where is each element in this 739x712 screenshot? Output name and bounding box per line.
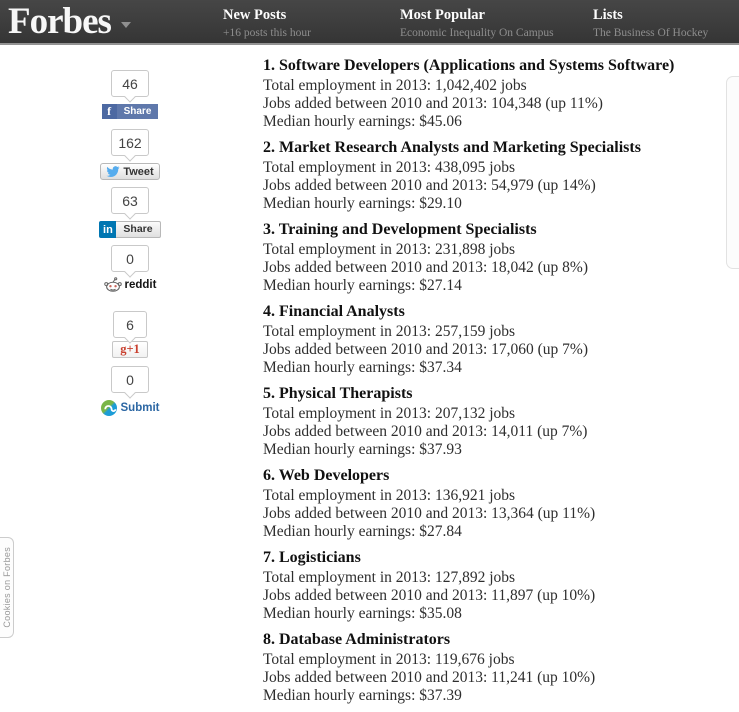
forbes-logo[interactable]: Forbes [8, 1, 111, 42]
job-item-7 [263, 548, 735, 623]
twitter-bird-icon [106, 166, 120, 178]
job-added: Jobs added between 2010 and 2013: 11,241 (up 10%) [263, 669, 596, 686]
job-earnings: Median hourly earnings: $27.84 [263, 523, 462, 540]
nav-most-popular[interactable] [400, 7, 554, 39]
job-earnings: Median hourly earnings: $37.39 [263, 687, 462, 704]
stumbleupon-icon [101, 400, 117, 416]
job-added: Jobs added between 2010 and 2013: 104,348 (up 11%) [263, 95, 603, 112]
tweet-button[interactable] [100, 163, 159, 180]
job-title: 7. Logisticians [263, 549, 361, 566]
stumbleupon-submit-button[interactable] [101, 400, 160, 416]
facebook-share-widget [99, 70, 161, 120]
job-employment: Total employment in 2013: 127,892 jobs [263, 569, 516, 586]
googleplus-share-count [113, 311, 147, 338]
job-earnings: Median hourly earnings: $45.06 [263, 113, 462, 130]
gplus-icon: g+1 [120, 342, 140, 356]
scrollbar-thumb[interactable] [726, 76, 739, 269]
job-employment: Total employment in 2013: 257,159 jobs [263, 323, 516, 340]
nav-lists-sub: The Business Of Hockey [593, 27, 709, 39]
stumbleupon-share-widget [99, 366, 161, 421]
job-earnings: Median hourly earnings: $35.08 [263, 605, 462, 622]
job-item-3 [263, 220, 735, 295]
job-title: 3. Training and Development Specialists [263, 221, 537, 238]
job-employment: Total employment in 2013: 207,132 jobs [263, 405, 516, 422]
job-earnings: Median hourly earnings: $29.10 [263, 195, 462, 212]
job-item-5 [263, 384, 735, 459]
nav-most-popular-sub: Economic Inequality On Campus [400, 27, 554, 39]
job-earnings: Median hourly earnings: $37.34 [263, 359, 462, 376]
job-item-6 [263, 466, 735, 541]
linkedin-share-label: Share [116, 221, 160, 238]
nav-new-posts-sub: +16 posts this hour [223, 27, 311, 39]
stumbleupon-submit-label: Submit [120, 402, 160, 414]
reddit-share-count [111, 245, 149, 272]
googleplus-count-value: 6 [126, 316, 134, 333]
facebook-f-icon: f [102, 104, 117, 119]
cookies-tab-label: Cookies on Forbes [1, 547, 12, 628]
job-title: 4. Financial Analysts [263, 303, 405, 320]
reddit-label: reddit [124, 278, 157, 291]
googleplus-share-widget [99, 311, 161, 358]
job-earnings: Median hourly earnings: $37.93 [263, 441, 462, 458]
job-title: 1. Software Developers (Applications and Systems Software) [263, 57, 675, 74]
nav-lists-label: Lists [593, 7, 623, 23]
job-title: 8. Database Administrators [263, 631, 451, 648]
job-item-2 [263, 138, 735, 213]
facebook-share-count [111, 70, 149, 97]
nav-new-posts-label: New Posts [223, 7, 287, 23]
stumbleupon-share-count [111, 366, 149, 393]
job-item-8 [263, 630, 735, 705]
job-list [263, 56, 735, 712]
job-added: Jobs added between 2010 and 2013: 17,060 (up 7%) [263, 341, 589, 358]
job-employment: Total employment in 2013: 231,898 jobs [263, 241, 516, 258]
reddit-count-value: 0 [126, 250, 134, 267]
job-added: Jobs added between 2010 and 2013: 14,011 (up 7%) [263, 423, 588, 440]
job-title: 5. Physical Therapists [263, 385, 413, 402]
job-title: 2. Market Research Analysts and Marketing Specialists [263, 139, 641, 156]
job-employment: Total employment in 2013: 136,921 jobs [263, 487, 516, 504]
job-employment: Total employment in 2013: 1,042,402 jobs [263, 77, 527, 94]
job-item-1 [263, 56, 735, 131]
tweet-count [111, 129, 149, 156]
facebook-share-button[interactable] [102, 104, 159, 119]
reddit-share-widget [99, 245, 161, 297]
linkedin-share-button[interactable] [99, 221, 160, 238]
site-header [0, 0, 739, 45]
job-item-4 [263, 302, 735, 377]
twitter-share-widget [99, 129, 161, 183]
nav-most-popular-label: Most Popular [400, 7, 485, 23]
tweet-count-value: 162 [118, 134, 142, 151]
linkedin-share-count [111, 187, 149, 214]
tweet-label: Tweet [123, 165, 154, 178]
reddit-share-button[interactable] [104, 277, 157, 292]
nav-new-posts[interactable] [223, 7, 311, 39]
facebook-share-label: Share [117, 104, 159, 119]
linkedin-share-widget [99, 187, 161, 238]
logo-dropdown-caret-icon[interactable] [121, 22, 131, 28]
job-earnings: Median hourly earnings: $27.14 [263, 277, 462, 294]
cookies-on-forbes-tab[interactable] [0, 537, 14, 638]
job-employment: Total employment in 2013: 119,676 jobs [263, 651, 515, 668]
nav-lists[interactable] [593, 7, 708, 39]
job-title: 6. Web Developers [263, 467, 390, 484]
linkedin-count-value: 63 [122, 192, 138, 209]
job-added: Jobs added between 2010 and 2013: 13,364 (up 11%) [263, 505, 596, 522]
linkedin-in-icon: in [99, 221, 116, 238]
job-added: Jobs added between 2010 and 2013: 18,042 (up 8%) [263, 259, 589, 276]
job-employment: Total employment in 2013: 438,095 jobs [263, 159, 516, 176]
job-added: Jobs added between 2010 and 2013: 11,897 (up 10%) [263, 587, 596, 604]
facebook-count-value: 46 [122, 75, 138, 92]
reddit-alien-icon [104, 277, 122, 292]
job-added: Jobs added between 2010 and 2013: 54,979 (up 14%) [263, 177, 596, 194]
stumbleupon-count-value: 0 [126, 371, 134, 388]
